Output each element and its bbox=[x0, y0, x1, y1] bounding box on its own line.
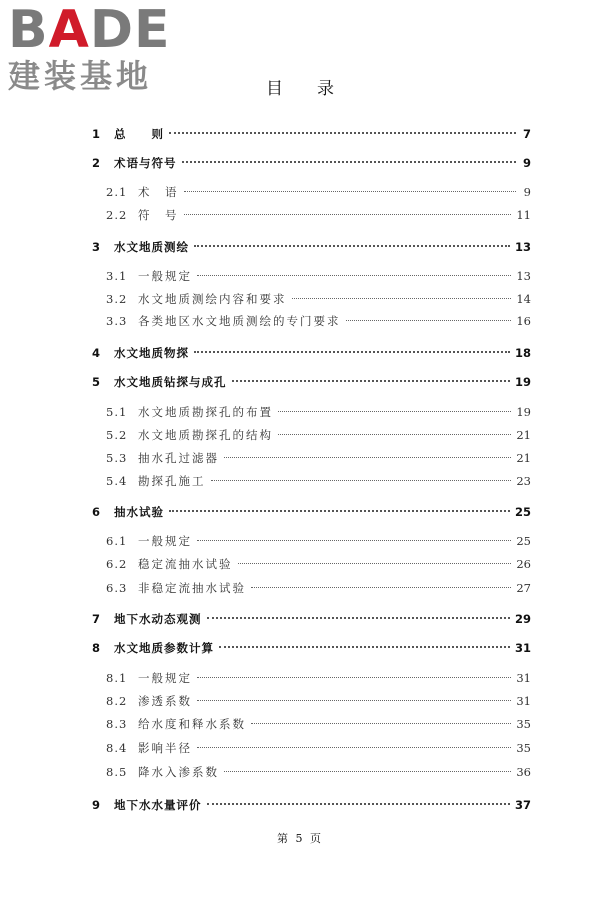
toc-dot-leader bbox=[211, 480, 512, 481]
toc-entry-title: 抽水孔过滤器 bbox=[138, 451, 219, 465]
toc-section-entry[interactable] bbox=[106, 425, 531, 445]
toc-chapter-entry[interactable] bbox=[92, 372, 531, 392]
toc-section-entry[interactable] bbox=[106, 691, 531, 711]
toc-section-entry[interactable] bbox=[106, 289, 531, 309]
toc-entry-title: 非稳定流抽水试验 bbox=[138, 581, 246, 595]
toc-entry-number: 3.3 bbox=[106, 314, 128, 328]
toc-entry-number: 5.3 bbox=[106, 451, 128, 465]
toc-entry-title: 符 号 bbox=[138, 208, 179, 222]
toc-section-entry[interactable] bbox=[106, 311, 531, 331]
toc-dot-leader bbox=[207, 617, 510, 619]
page-number-footer: 第 5 页 bbox=[277, 832, 323, 845]
toc-entry-page: 7 bbox=[522, 127, 531, 141]
toc-entry-page: 18 bbox=[514, 346, 531, 360]
toc-section-entry[interactable] bbox=[106, 762, 531, 782]
toc-dot-leader bbox=[169, 510, 510, 512]
toc-entry-number: 8.3 bbox=[106, 717, 128, 731]
toc-entry-page: 21 bbox=[516, 428, 531, 442]
toc-entry-page: 13 bbox=[514, 240, 531, 254]
toc-section-entry[interactable] bbox=[106, 554, 531, 574]
toc-chapter-entry[interactable] bbox=[92, 502, 531, 522]
toc-entry-number: 5.1 bbox=[106, 405, 128, 419]
toc-entry-number: 5 bbox=[92, 375, 101, 389]
toc-section-entry[interactable] bbox=[106, 578, 531, 598]
toc-entry-number: 3.2 bbox=[106, 292, 128, 306]
toc-chapter-entry[interactable] bbox=[92, 609, 531, 629]
toc-entry-number: 7 bbox=[92, 612, 101, 626]
toc-dot-leader bbox=[184, 214, 512, 215]
toc-entry-page: 11 bbox=[516, 208, 531, 222]
toc-entry-number: 6.1 bbox=[106, 534, 128, 548]
logo-wordmark: BADE bbox=[8, 0, 171, 60]
toc-entry-page: 9 bbox=[522, 156, 531, 170]
toc-entry-title: 地下水水量评价 bbox=[114, 798, 202, 812]
toc-entry-page: 37 bbox=[514, 798, 531, 812]
toc-dot-leader bbox=[197, 275, 511, 276]
toc-entry-title: 勘探孔施工 bbox=[138, 474, 206, 488]
toc-dot-leader bbox=[346, 320, 512, 321]
toc-dot-leader bbox=[207, 803, 510, 805]
toc-dot-leader bbox=[219, 646, 510, 648]
page-title: 目录 bbox=[266, 79, 368, 99]
toc-entry-title: 降水入渗系数 bbox=[138, 765, 219, 779]
toc-dot-leader bbox=[197, 540, 511, 541]
toc-entry-number: 3.1 bbox=[106, 269, 128, 283]
toc-entry-number: 2.1 bbox=[106, 185, 128, 199]
toc-entry-number: 2.2 bbox=[106, 208, 128, 222]
toc-entry-title: 各类地区水文地质测绘的专门要求 bbox=[138, 314, 341, 328]
toc-entry-title: 水文地质物探 bbox=[114, 346, 189, 360]
toc-entry-title: 地下水动态观测 bbox=[114, 612, 202, 626]
toc-entry-number: 5.2 bbox=[106, 428, 128, 442]
toc-entry-number: 8 bbox=[92, 641, 101, 655]
toc-entry-number: 2 bbox=[92, 156, 101, 170]
toc-section-entry[interactable] bbox=[106, 738, 531, 758]
toc-dot-leader bbox=[292, 298, 512, 299]
toc-entry-title: 一般规定 bbox=[138, 269, 192, 283]
toc-entry-number: 8.4 bbox=[106, 741, 128, 755]
toc-dot-leader bbox=[197, 700, 511, 701]
toc-entry-title: 水文地质勘探孔的结构 bbox=[138, 428, 273, 442]
toc-entry-number: 8.1 bbox=[106, 671, 128, 685]
toc-entry-page: 16 bbox=[516, 314, 531, 328]
toc-chapter-entry[interactable] bbox=[92, 343, 531, 363]
toc-entry-title: 水文地质测绘 bbox=[114, 240, 189, 254]
logo-subtitle: 建装基地 bbox=[8, 57, 153, 95]
toc-entry-page: 35 bbox=[516, 717, 531, 731]
toc-entry-number: 6.3 bbox=[106, 581, 128, 595]
toc-entry-page: 31 bbox=[516, 694, 531, 708]
toc-entry-title: 稳定流抽水试验 bbox=[138, 557, 233, 571]
toc-entry-number: 6 bbox=[92, 505, 101, 519]
toc-dot-leader bbox=[251, 723, 511, 724]
toc-entry-page: 35 bbox=[516, 741, 531, 755]
toc-entry-number: 8.2 bbox=[106, 694, 128, 708]
toc-entry-page: 31 bbox=[516, 671, 531, 685]
toc-entry-title: 给水度和释水系数 bbox=[138, 717, 246, 731]
toc-entry-number: 6.2 bbox=[106, 557, 128, 571]
toc-entry-page: 13 bbox=[516, 269, 531, 283]
toc-entry-page: 9 bbox=[523, 185, 531, 199]
toc-section-entry[interactable] bbox=[106, 182, 531, 202]
toc-section-entry[interactable] bbox=[106, 471, 531, 491]
toc-entry-page: 29 bbox=[514, 612, 531, 626]
toc-chapter-entry[interactable] bbox=[92, 638, 531, 658]
toc-dot-leader bbox=[224, 771, 511, 772]
toc-entry-title: 术语与符号 bbox=[114, 156, 177, 170]
toc-entry-page: 19 bbox=[514, 375, 531, 389]
toc-entry-title: 一般规定 bbox=[138, 671, 192, 685]
toc-dot-leader bbox=[194, 245, 510, 247]
toc-entry-page: 25 bbox=[516, 534, 531, 548]
toc-entry-number: 1 bbox=[92, 127, 101, 141]
toc-chapter-entry[interactable] bbox=[92, 153, 531, 173]
toc-section-entry[interactable] bbox=[106, 448, 531, 468]
toc-entry-number: 5.4 bbox=[106, 474, 128, 488]
toc-dot-leader bbox=[197, 747, 511, 748]
toc-section-entry[interactable] bbox=[106, 714, 531, 734]
toc-chapter-entry[interactable] bbox=[92, 795, 531, 815]
toc-entry-number: 3 bbox=[92, 240, 101, 254]
toc-dot-leader bbox=[232, 380, 510, 382]
toc-entry-page: 26 bbox=[516, 557, 531, 571]
toc-entry-title: 抽水试验 bbox=[114, 505, 164, 519]
toc-dot-leader bbox=[251, 587, 511, 588]
toc-section-entry[interactable] bbox=[106, 266, 531, 286]
toc-entry-page: 14 bbox=[516, 292, 531, 306]
toc-entry-title: 一般规定 bbox=[138, 534, 192, 548]
toc-entry-title: 渗透系数 bbox=[138, 694, 192, 708]
toc-entry-title: 水文地质勘探孔的布置 bbox=[138, 405, 273, 419]
toc-dot-leader bbox=[194, 351, 510, 353]
toc-entry-page: 21 bbox=[516, 451, 531, 465]
toc-entry-title: 影响半径 bbox=[138, 741, 192, 755]
toc-section-entry[interactable] bbox=[106, 668, 531, 688]
toc-entry-title: 水文地质钻探与成孔 bbox=[114, 375, 227, 389]
toc-entry-title: 总 则 bbox=[114, 127, 164, 141]
toc-dot-leader bbox=[197, 677, 511, 678]
toc-dot-leader bbox=[238, 563, 512, 564]
toc-dot-leader bbox=[278, 411, 511, 412]
toc-section-entry[interactable] bbox=[106, 205, 531, 225]
toc-entry-number: 4 bbox=[92, 346, 101, 360]
toc-entry-title: 术 语 bbox=[138, 185, 179, 199]
toc-dot-leader bbox=[184, 191, 517, 192]
toc-entry-page: 31 bbox=[514, 641, 531, 655]
toc-entry-title: 水文地质测绘内容和要求 bbox=[138, 292, 287, 306]
toc-dot-leader bbox=[278, 434, 511, 435]
toc-entry-page: 25 bbox=[514, 505, 531, 519]
toc-entry-page: 23 bbox=[516, 474, 531, 488]
toc-entry-page: 27 bbox=[516, 581, 531, 595]
toc-dot-leader bbox=[224, 457, 511, 458]
toc-entry-title: 水文地质参数计算 bbox=[114, 641, 214, 655]
toc-dot-leader bbox=[169, 132, 516, 134]
toc-entry-number: 8.5 bbox=[106, 765, 128, 779]
toc-chapter-entry[interactable] bbox=[92, 124, 531, 144]
toc-section-entry[interactable] bbox=[106, 531, 531, 551]
toc-entry-number: 9 bbox=[92, 798, 101, 812]
toc-entry-page: 19 bbox=[516, 405, 531, 419]
toc-dot-leader bbox=[182, 161, 517, 163]
toc-chapter-entry[interactable] bbox=[92, 237, 531, 257]
toc-entry-page: 36 bbox=[516, 765, 531, 779]
toc-section-entry[interactable] bbox=[106, 402, 531, 422]
